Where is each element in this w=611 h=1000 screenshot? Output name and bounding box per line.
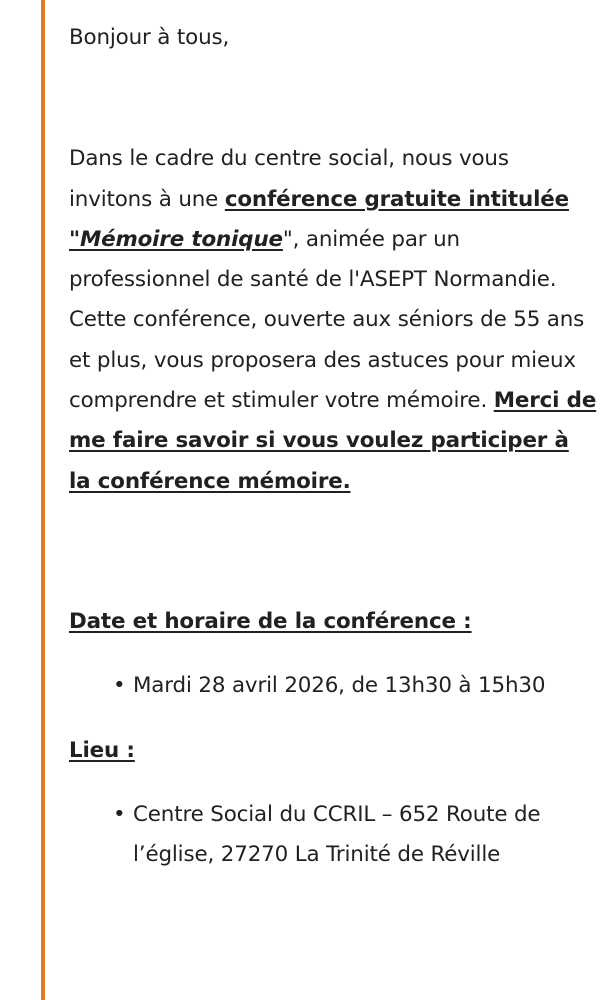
quote-accent-bar <box>41 0 45 1000</box>
email-body <box>69 18 597 875</box>
list-item <box>69 666 597 706</box>
list-item <box>69 795 597 876</box>
bullet-icon: • <box>113 673 126 699</box>
intro-text-2: ", animée par un professionnel de santé de l'ASEPT Normandie. Cette conférence, ouverte aux séniors de 55 ans et plus, vous proposera des astuces pour mieux comprendre et stimuler votre mémoire. <box>69 226 585 414</box>
place-item-text: Centre Social du CCRIL – 652 Route de l’église, 27270 La Trinité de Réville <box>133 801 541 868</box>
date-list <box>69 666 597 706</box>
date-section-title: Date et horaire de la conférence : <box>69 608 472 634</box>
spacer <box>69 502 597 602</box>
intro-text-1: Dans le cadre du centre social, nous vous invitons à une <box>69 146 509 212</box>
place-list <box>69 795 597 876</box>
conference-name-text: "Mémoire tonique <box>69 226 283 252</box>
bullet-icon: • <box>113 801 126 827</box>
intro-paragraph <box>69 139 597 502</box>
date-item-text: Mardi 28 avril 2026, de 13h30 à 15h30 <box>133 673 546 699</box>
place-section-title: Lieu : <box>69 737 135 763</box>
greeting: Bonjour à tous, <box>69 25 230 50</box>
participation-request: Merci de me faire savoir si vous voulez participer à la conférence mémoire. <box>69 388 597 494</box>
conference-title-text: conférence gratuite intitulée <box>224 186 569 212</box>
